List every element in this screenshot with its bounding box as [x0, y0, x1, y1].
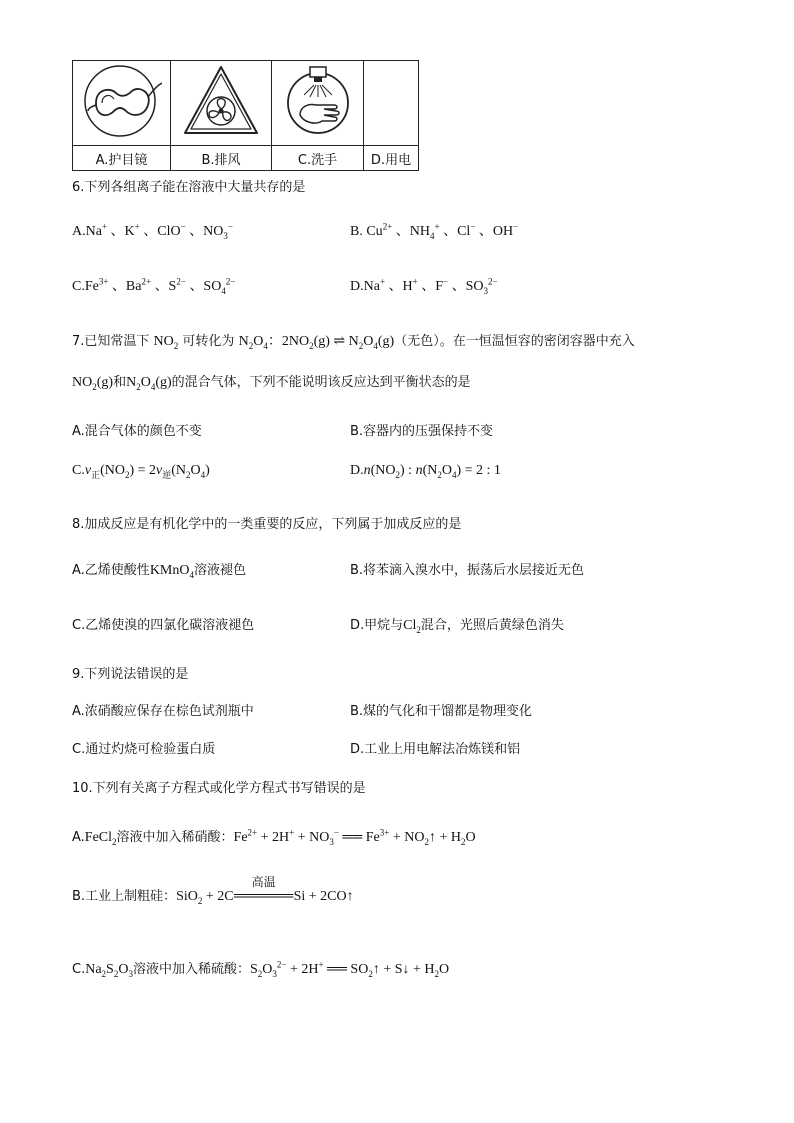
q7-stem-line1: 7.已知常温下 $NO_2$ 可转化为 $N_2O_4$：$2NO_2(g)$ ⇌ $N_2O_4(g)$（无色）。在一恒温恒容的密闭容器中充入	[72, 334, 635, 351]
q6-option-d: D.Na+ 、H+ 、F− 、$SO_3^{2-}$	[350, 276, 498, 296]
q8-d-part2: 混合，光照后黄绿色消失	[420, 618, 564, 633]
goggles-icon	[82, 63, 162, 139]
q6-option-c: $C.Fe^{3+}$ 、$Ba^{2+}$ 、$S^{2-}$ 、$SO_4^{2-}$	[72, 276, 236, 296]
q6-option-b: B. $Cu^{2+}$ 、$NH_4^+$ 、Cl− 、OH−	[350, 221, 519, 241]
q7-option-d: $D.n(NO_2)$ : $n(N_2O_4) = 2$ : 1	[350, 463, 501, 480]
electricity-cell	[364, 61, 419, 146]
q10-b-part1: B.工业上制粗硅：	[72, 889, 177, 904]
q9-option-a: A.浓硝酸应保存在棕色试剂瓶中	[72, 704, 254, 719]
q7-stem-a: 7.已知常温下	[72, 334, 150, 349]
q7-option-b: B.容器内的压强保持不变	[350, 424, 494, 439]
q6-stem: 6.下列各组离子能在溶液中大量共存的是	[72, 180, 306, 195]
q8-option-d: D.甲烷与$Cl_2$混合，光照后黄绿色消失	[350, 618, 564, 635]
q7-sub-reverse: 逆	[162, 469, 172, 480]
q8-stem: 8.加成反应是有机化学中的一类重要的反应，下列属于加成反应的是	[72, 517, 462, 532]
q10-option-b: B.工业上制粗硅：SiO$_2$ + 2C 高温 ══════Si + 2CO↑	[72, 875, 354, 906]
q10-b-condition: 高温	[251, 875, 276, 889]
q9-stem: 9.下列说法错误的是	[72, 667, 189, 682]
safety-icon-table	[72, 60, 419, 171]
q8-option-c: C.乙烯使溴的四氯化碳溶液褪色	[72, 618, 255, 633]
exhaust-fan-cell	[171, 61, 272, 146]
q8-a-part1: A.乙烯使酸性	[72, 563, 150, 578]
q7-stem-d: 和	[113, 375, 127, 390]
q10-option-a: A.FeCl$_2$溶液中加入稀硝酸：$Fe^{2+} + 2H^+ + NO_3^-$ ══ $Fe^{3+}$ + $NO_2↑ + H_2O$	[72, 827, 476, 847]
q9-option-b: B.煤的气化和干馏都是物理变化	[350, 704, 533, 719]
q8-d-part1: D.甲烷与	[350, 618, 404, 633]
q6-c-label: C.	[72, 279, 85, 294]
q10-a-part1: A.	[72, 830, 85, 845]
goggles-cell	[73, 61, 171, 146]
q7-stem-line2: $NO_2(g)$和$N_2O_4(g)$的混合气体，下列不能说明该反应达到平衡状态的是	[72, 375, 471, 392]
label-handwash: C.洗手	[272, 146, 364, 171]
q6-a-label: A.	[72, 224, 86, 239]
q7-stem-b: 可转化为	[182, 334, 235, 349]
q7-stem-e: 的混合气体，下列不能说明该反应达到平衡状态的是	[171, 375, 471, 390]
q10-stem: 10.下列有关离子方程式或化学方程式书写错误的是	[72, 781, 366, 796]
q7-c-label: C.	[72, 463, 85, 478]
q8-a-part2: 溶液褪色	[193, 563, 246, 578]
q7-option-a: A.混合气体的颜色不变	[72, 424, 202, 439]
q10-b-arrow: 高温 ══════	[233, 875, 294, 904]
q10-option-c: $C.Na_2S_2O_3$溶液中加入稀硫酸：$S_2O_3^{2-} + 2H^+$ ══ $SO_2↑$ + S↓ + $H_2O$	[72, 959, 450, 979]
q10-c-part2: 溶液中加入稀硫酸：	[132, 962, 250, 977]
q7-sub-forward: 正	[91, 469, 101, 480]
q9-option-c: C.通过灼烧可检验蛋白质	[72, 742, 216, 757]
q7-option-c: $C.v_正(NO_2) = 2v_逆(N_2O_4)$	[72, 463, 210, 480]
q7-stem-c: （无色）。在一恒温恒容的密闭容器中充入	[394, 334, 635, 349]
label-electricity: D.用电	[364, 146, 419, 171]
q8-option-a: A.乙烯使酸性KMnO$_4$溶液褪色	[72, 563, 246, 580]
label-goggles: A.护目镜	[73, 146, 171, 171]
exhaust-fan-icon	[181, 63, 261, 139]
q9-option-d: D.工业上用电解法冶炼镁和铝	[350, 742, 521, 757]
hand-wash-icon	[278, 63, 358, 139]
label-exhaust: B.排风	[171, 146, 272, 171]
hand-wash-cell	[272, 61, 364, 146]
q10-a-part2: 溶液中加入稀硝酸：	[116, 830, 234, 845]
q6-d-label: D.	[350, 279, 364, 294]
q8-option-b: B.将苯滴入溴水中，振荡后水层接近无色	[350, 563, 585, 578]
q6-b-label: B.	[350, 224, 363, 239]
q6-option-a: A.Na+ 、K+ 、ClO− 、$NO_3^-$	[72, 221, 233, 241]
q7-d-label: D.	[350, 463, 364, 478]
q10-c-part1: C.	[72, 962, 86, 977]
